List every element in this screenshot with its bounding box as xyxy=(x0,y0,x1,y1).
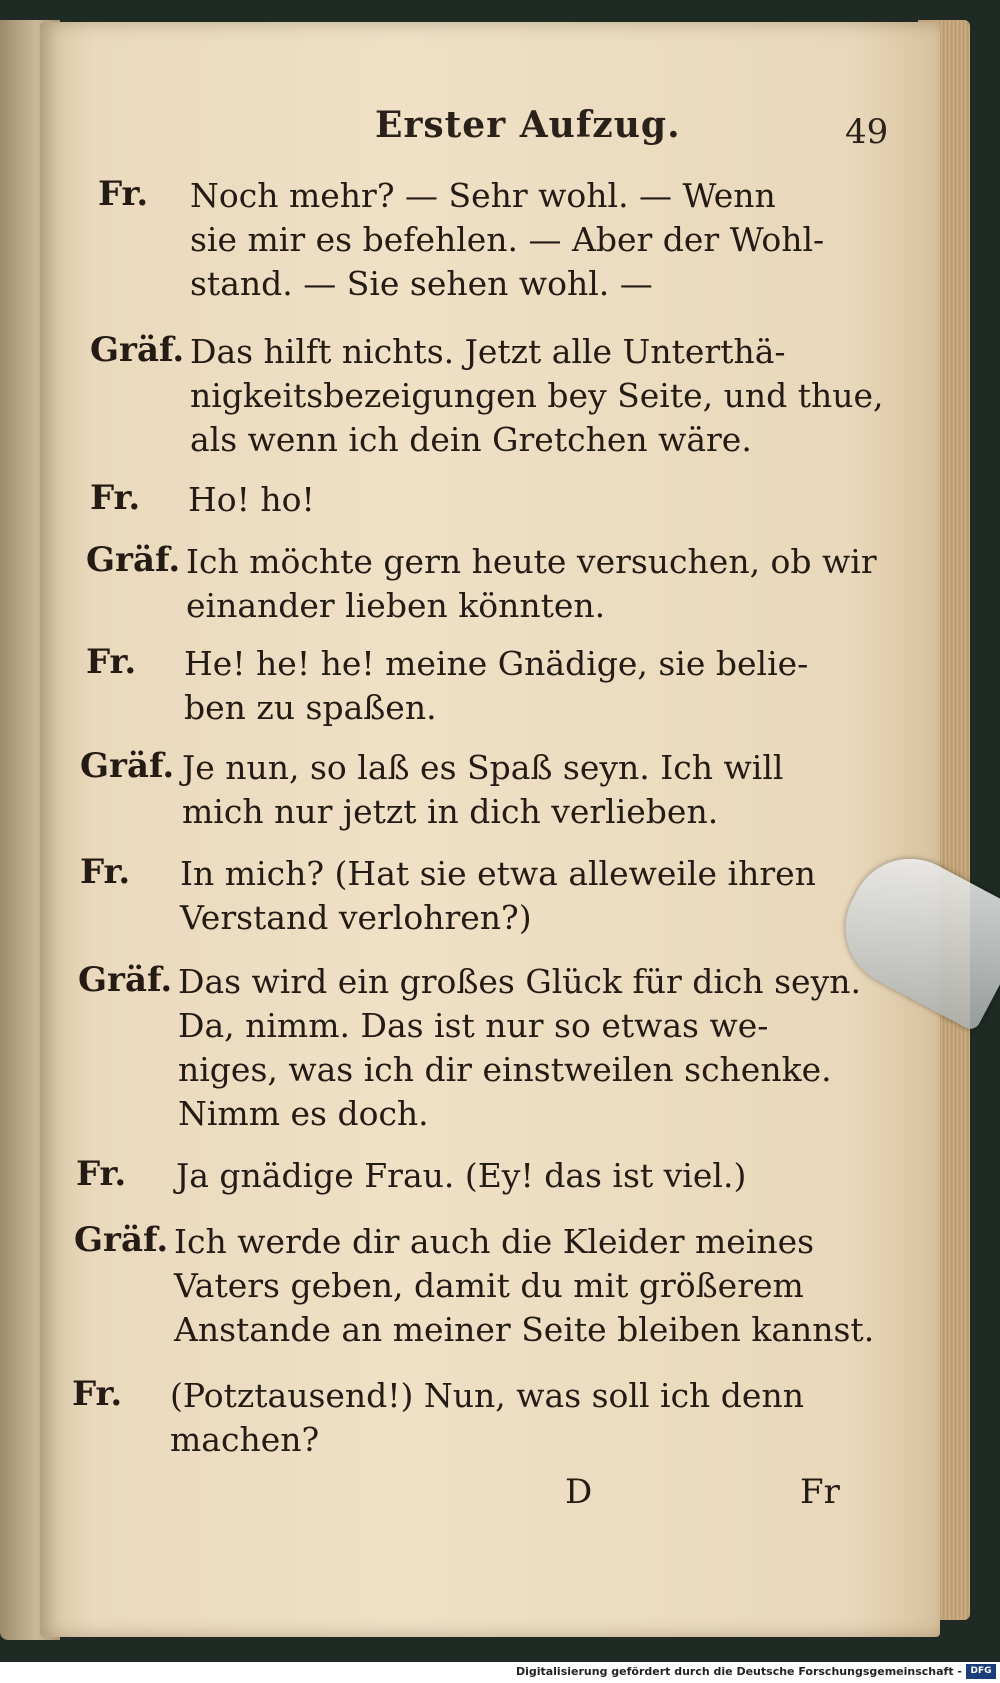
dialogue-line: He! he! he! meine Gnädige, sie belie- xyxy=(184,644,809,683)
speaker-label: Fr. xyxy=(76,1154,127,1194)
signature-mark: D xyxy=(565,1472,593,1512)
dialogue-line: sie mir es befehlen. — Aber der Wohl- xyxy=(190,220,825,259)
speaker-label: Gräf. xyxy=(90,330,185,370)
book-page xyxy=(40,22,940,1637)
page-header xyxy=(40,104,1000,154)
speaker-label: Fr. xyxy=(86,642,137,682)
speaker-label: Gräf. xyxy=(78,960,173,1000)
funding-credit: Digitalisierung gefördert durch die Deutsche Forschungsgemeinschaft - xyxy=(515,1665,962,1678)
page-number: 49 xyxy=(845,112,889,152)
dialogue-line: niges, was ich dir einstweilen schenke. xyxy=(178,1050,832,1089)
speaker-label: Gräf. xyxy=(86,540,181,580)
dialogue-line: als wenn ich dein Gretchen wäre. xyxy=(190,420,752,459)
speaker-label: Fr. xyxy=(72,1374,123,1414)
dialogue-line: ben zu spaßen. xyxy=(184,688,437,727)
page-footer-catchwords xyxy=(40,1472,1000,1512)
digitization-footer xyxy=(0,1662,1000,1683)
dialogue-line: einander lieben könnten. xyxy=(186,586,606,625)
dialogue-line: Verstand verlohren?) xyxy=(180,898,532,937)
dialogue-line: machen? xyxy=(170,1420,320,1459)
dialogue-line: Anstande an meiner Seite bleiben kannst. xyxy=(174,1310,875,1349)
speaker-label: Fr. xyxy=(80,852,131,892)
dialogue-line: Ja gnädige Frau. (Ey! das ist viel.) xyxy=(176,1156,747,1195)
dialogue-line: Ho! ho! xyxy=(188,480,315,519)
dialogue-line: Vaters geben, damit du mit größerem xyxy=(174,1266,804,1305)
catchword: Fr xyxy=(800,1472,840,1512)
dialogue-line: mich nur jetzt in dich verlieben. xyxy=(182,792,719,831)
dialogue-line: Das hilft nichts. Jetzt alle Unterthä- xyxy=(190,332,786,371)
dialogue-line: stand. — Sie sehen wohl. — xyxy=(190,264,653,303)
dialogue-line: Das wird ein großes Glück für dich seyn. xyxy=(178,962,861,1001)
speaker-label: Fr. xyxy=(90,478,141,518)
dfg-logo: DFG xyxy=(966,1664,996,1679)
dialogue-line: Ich möchte gern heute versuchen, ob wir xyxy=(186,542,877,581)
dialogue-line: Noch mehr? — Sehr wohl. — Wenn xyxy=(190,176,776,215)
speaker-label: Gräf. xyxy=(74,1220,169,1260)
running-title: Erster Aufzug. xyxy=(375,104,681,146)
speaker-label: Fr. xyxy=(98,174,149,214)
dialogue-line: (Potztausend!) Nun, was soll ich denn xyxy=(170,1376,804,1415)
dialogue-line: nigkeitsbezeigungen bey Seite, und thue, xyxy=(190,376,884,415)
dialogue-line: Ich werde dir auch die Kleider meines xyxy=(174,1222,815,1261)
speaker-label: Gräf. xyxy=(80,746,175,786)
dialogue-line: Da, nimm. Das ist nur so etwas we- xyxy=(178,1006,769,1045)
dialogue-line: Je nun, so laß es Spaß seyn. Ich will xyxy=(182,748,784,787)
dialogue-line: In mich? (Hat sie etwa alleweile ihren xyxy=(180,854,816,893)
dialogue-line: Nimm es doch. xyxy=(178,1094,429,1133)
